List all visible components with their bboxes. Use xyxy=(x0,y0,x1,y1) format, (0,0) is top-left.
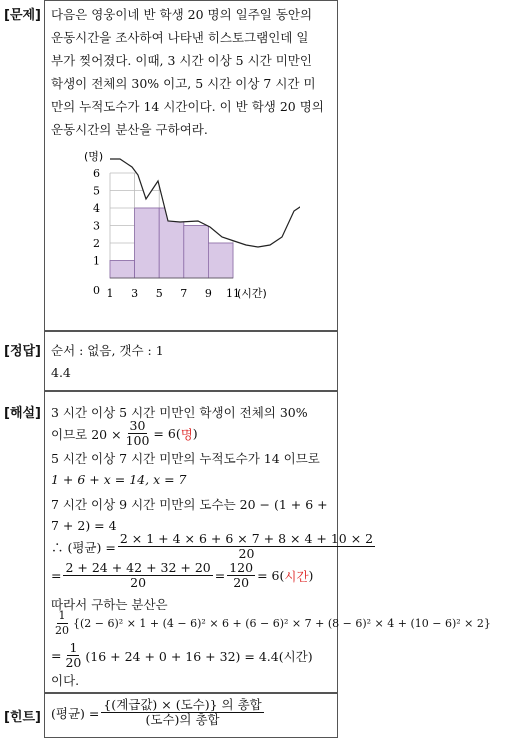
solution-text: = xyxy=(51,568,62,583)
y-tick-label: 6 xyxy=(93,167,100,180)
histogram-chart xyxy=(70,145,300,305)
answer-label: [정답] xyxy=(4,344,41,359)
fraction-denominator: (도수)의 총합 xyxy=(145,712,220,727)
fraction-numerator: {(계급값) × (도수)} 의 총합 xyxy=(103,697,262,712)
solution-line-7 xyxy=(51,532,377,561)
histogram-bar xyxy=(110,261,135,279)
fraction-denominator: 100 xyxy=(125,433,150,448)
x-axis-label: (시간) xyxy=(237,287,267,300)
problem-line: 운동시간의 분산을 구하여라. xyxy=(51,122,208,137)
fraction-numerator: 2 + 24 + 42 + 32 + 20 xyxy=(65,560,211,575)
y-tick-label: 1 xyxy=(93,254,100,268)
problem-line: 운동시간을 조사하여 나타낸 히스토그램인데 일 xyxy=(51,30,309,45)
solution-label: [해설] xyxy=(4,406,41,421)
hint-box xyxy=(44,692,338,738)
solution-text: ) xyxy=(308,568,314,583)
mean-fraction xyxy=(118,532,375,561)
solution-line-12: 이다. xyxy=(51,673,80,688)
solution-text: 이므로 20 × xyxy=(51,426,122,442)
solution-text: = xyxy=(214,568,226,583)
solution-text: = 6( xyxy=(153,426,181,441)
hint-fraction xyxy=(101,698,263,727)
fraction-denominator: 20 xyxy=(233,575,250,590)
fraction-denominator: 20 xyxy=(130,575,147,590)
fraction xyxy=(63,641,83,670)
hint-formula xyxy=(51,698,266,727)
fraction xyxy=(227,561,255,590)
histogram-bar xyxy=(208,243,233,278)
answer-box xyxy=(44,330,338,392)
answer-line-1: 순서 : 없음, 갯수 : 1 xyxy=(51,343,164,358)
x-tick-label: 9 xyxy=(204,287,212,300)
solution-line-6: 7 + 2) = 4 xyxy=(51,518,117,533)
solution-box xyxy=(44,390,491,694)
fraction-denominator: 20 xyxy=(65,655,82,670)
fraction-numerator: 1 xyxy=(69,640,78,655)
hint-label: [힌트] xyxy=(4,710,41,725)
solution-line-8 xyxy=(51,561,313,590)
problem-line: 만의 누적도수가 14 시간이다. 이 반 학생 20 명의 xyxy=(51,99,324,114)
unit-people: 명 xyxy=(180,426,193,442)
fraction xyxy=(53,609,71,638)
solution-text: (16 + 24 + 0 + 16 + 32) = 4.4(시간) xyxy=(85,648,313,664)
fraction-numerator: 120 xyxy=(229,560,254,575)
problem-line: 학생이 전체의 30% 이고, 5 시간 이상 7 시간 미 xyxy=(51,76,316,91)
solution-line-4: 1 + 6 + x = 14, x = 7 xyxy=(51,472,187,487)
fraction-numerator: 2 × 1 + 4 × 6 + 6 × 7 + 8 × 4 + 10 × 2 xyxy=(119,531,374,546)
fraction-numerator: 30 xyxy=(129,418,146,433)
fraction-denominator: 20 xyxy=(55,624,69,637)
problem-line: 다음은 영웅이네 반 학생 20 명의 일주일 동안의 xyxy=(51,7,313,22)
problem-line: 부가 찢어졌다. 이때, 3 시간 이상 5 시간 미만인 xyxy=(51,53,312,68)
solution-line-10 xyxy=(51,609,491,638)
solution-text: ) xyxy=(192,426,198,441)
solution-line-3: 5 시간 이상 7 시간 미만의 누적도수가 14 이므로 xyxy=(51,451,320,466)
solution-line-2 xyxy=(51,419,198,448)
histogram-bar xyxy=(135,208,160,278)
histogram-bar xyxy=(184,226,209,279)
hint-text: (평균) = xyxy=(51,705,100,721)
y-tick-label: 4 xyxy=(93,202,100,215)
variance-expression: {(2 − 6)² × 1 + (4 − 6)² × 6 + (6 − 6)² × 7 + (8 − 6)² × 4 + (10 − 6)² × 2} xyxy=(73,617,491,630)
x-tick-label: 5 xyxy=(155,287,163,300)
solution-text: = 6( xyxy=(257,568,285,583)
solution-text: = xyxy=(51,648,62,663)
y-tick-label: 2 xyxy=(93,237,100,250)
x-tick-label: 7 xyxy=(180,287,188,300)
fraction xyxy=(63,561,212,590)
problem-label: [문제] xyxy=(4,8,41,23)
fraction-denominator: 20 xyxy=(238,546,255,561)
y-axis-label: (명) xyxy=(84,150,104,163)
y-tick-label: 5 xyxy=(93,184,100,198)
unit-hours: 시간 xyxy=(284,568,309,584)
y-tick-label: 3 xyxy=(93,219,100,233)
origin-label: 0 xyxy=(93,284,100,297)
solution-line-1: 3 시간 이상 5 시간 미만인 학생이 전체의 30% xyxy=(51,405,308,420)
x-tick-label: 11 xyxy=(226,287,240,300)
solution-line-5: 7 시간 이상 9 시간 미만의 도수는 20 − (1 + 6 + xyxy=(51,497,328,512)
answer-line-2: 4.4 xyxy=(51,365,71,380)
solution-line-11 xyxy=(51,641,313,670)
x-tick-label: 3 xyxy=(131,287,139,300)
fraction-numerator: 1 xyxy=(58,609,66,622)
solution-text: ∴ (평균) = xyxy=(51,539,116,555)
x-tick-label: 1 xyxy=(106,287,114,300)
fraction xyxy=(124,419,152,448)
solution-line-9: 따라서 구하는 분산은 xyxy=(51,597,168,612)
